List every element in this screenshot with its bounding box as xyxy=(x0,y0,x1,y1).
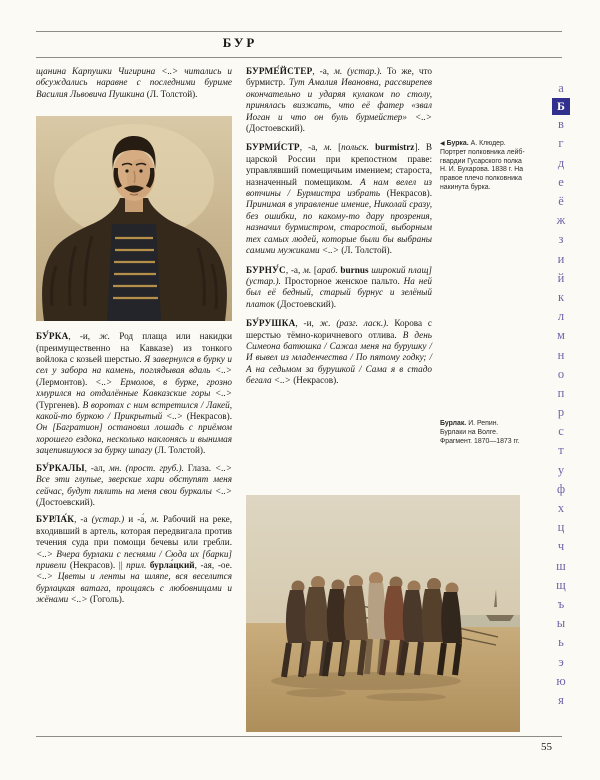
text-segment: (Лермонтов). xyxy=(36,376,96,387)
caption-body: А. Клюдер. Портрет полковника лейб-гвардии Гусарского полка Н. И. Бухарова. 1838 г. На правое плечо полковника накинута бурка. xyxy=(440,140,525,191)
entry-burlak xyxy=(36,514,232,605)
entry-burnus xyxy=(246,265,432,311)
alphabet-letter-й: й xyxy=(557,270,565,285)
text-segment: , -а xyxy=(74,514,92,525)
portrait-illustration xyxy=(36,116,232,321)
text-segment: [ xyxy=(313,264,317,275)
barge-haulers-illustration xyxy=(246,495,520,732)
page-number: 55 xyxy=(541,741,552,753)
text-segment: , -и, xyxy=(295,318,320,329)
right-text-column xyxy=(246,66,432,395)
text-segment: ]. В царской России при крепостном праве: управлявший помещичьим имением; староста, назначенный помещиком. xyxy=(246,142,433,187)
entry-burmistr xyxy=(246,142,432,256)
alphabet-letter-ё: ё xyxy=(558,194,564,209)
alphabet-letter-ц: ц xyxy=(557,520,565,535)
text-segment: щанина Карпушки Чигирина <..> читались и обсуждались наравне с последними буриме Василия Львовича Пушкина xyxy=(36,66,232,99)
text-segment: (устар.) xyxy=(91,514,129,525)
headword: БУРМИ́СТР xyxy=(246,142,300,153)
alphabet-letter-ю: ю xyxy=(556,673,566,688)
entry-burmeister xyxy=(246,66,432,134)
alphabet-letter-а: а xyxy=(558,81,564,96)
barge-haulers-painting xyxy=(246,495,520,732)
alphabet-letter-ж: ж xyxy=(556,213,566,228)
running-head: БУР xyxy=(222,35,258,50)
text-segment: Принимая в управление имение, Николай сразу, без ошибки, по какому-то дару прозрения, назначил бурмистром, старостой, выборным тех самых людей, которые были бы выбраны самими мужиками <..> xyxy=(246,199,432,256)
alphabet-letter-р: р xyxy=(557,405,565,420)
portrait-image-burka xyxy=(36,116,232,321)
caption-lead: Бурлак. xyxy=(440,420,467,427)
alphabet-letter-ъ: ъ xyxy=(557,596,565,611)
alphabet-index xyxy=(549,79,573,710)
text-segment: польск. xyxy=(341,142,376,153)
text-segment: (Достоевский). xyxy=(36,496,95,507)
text-segment: , -ал, xyxy=(84,462,109,473)
text-segment: (Достоевский). xyxy=(246,123,305,134)
text-segment: Просторное женское пальто. xyxy=(284,275,404,286)
text-segment: , -и, xyxy=(68,331,100,342)
text-segment: (Гоголь). xyxy=(89,594,125,605)
text-segment: <..> Вчера бурлаки с песнями / Сюда их [барки] привели xyxy=(36,548,232,570)
caption-body: И. Репин. Бурлаки на Волге. Фрагмент. 1870—1873 гг. xyxy=(440,420,520,445)
left-pointer-icon: ◀ xyxy=(440,141,445,147)
text-segment: <..> Все эти глупые, зверские хари обступят меня сейчас, будут пялить на меня свои буркалы <..> xyxy=(36,462,232,496)
text-segment: , -а, xyxy=(285,264,304,275)
text-segment: (Некрасов). xyxy=(386,188,432,199)
text-segment: А нам велел из вотчины / Бурмистра избрать xyxy=(246,176,432,199)
headword: БУ́РУШКА xyxy=(246,318,296,329)
text-segment: м. xyxy=(323,142,339,153)
alphabet-letter-ь: ь xyxy=(558,635,564,650)
left-text-column xyxy=(36,66,232,612)
text-segment: Корова с шерстью тёмно-коричневого отлива. xyxy=(246,318,433,340)
alphabet-letter-г: г xyxy=(558,136,564,151)
text-segment: (Л. Толстой). xyxy=(154,445,206,456)
headword: БУ́РКАЛЫ xyxy=(36,462,85,473)
entry-burushka xyxy=(246,318,432,386)
alphabet-letter-и: и xyxy=(557,251,565,266)
text-segment: [ xyxy=(338,142,342,153)
text-segment: , -а, xyxy=(312,66,335,76)
text-segment: ж. (разг. ласк.). xyxy=(319,318,395,329)
headword: БУРЛА́К xyxy=(36,514,75,525)
text-segment: То же, что бурмистр. xyxy=(246,66,432,88)
text-segment: Я завернулся в бурку и сел у забора на камень, поглядывая вдаль <..> xyxy=(36,354,232,376)
alphabet-letter-б: Б xyxy=(552,98,570,115)
text-segment: м. xyxy=(303,264,314,275)
text-segment: (Л. Толстой). xyxy=(146,88,198,99)
alphabet-letter-п: п xyxy=(557,385,565,400)
alphabet-letter-м: м xyxy=(557,328,565,343)
caption-burka-portrait xyxy=(440,140,526,193)
alphabet-letter-щ: щ xyxy=(556,577,566,592)
text-segment: Глаза. xyxy=(187,462,215,473)
alphabet-letter-з: з xyxy=(558,232,564,247)
text-segment: широкий плащ] (устар.). xyxy=(246,264,432,286)
text-segment: burnus xyxy=(340,264,369,275)
text-segment: <..> Цветы и ленты на шляпе, вся веселится бурлацкая ватага, прощаясь с любовницами и жёнами <..> xyxy=(36,571,232,605)
alphabet-letter-ы: ы xyxy=(556,616,566,631)
alphabet-letter-у: у xyxy=(557,462,565,477)
alphabet-letter-е: е xyxy=(558,174,564,189)
alphabet-letter-в: в xyxy=(558,117,564,132)
text-segment: Рабочий на реке, входивший в артель, которая передвигала против течения суда при помощи бечевы или гребли. xyxy=(36,514,233,548)
headword: БУ́РКА xyxy=(36,331,69,342)
caption-lead: Бурка. xyxy=(446,140,469,147)
text-segment: На ней был её бедный, старый бурнус и зелёный платок xyxy=(246,275,432,309)
continuation-paragraph xyxy=(36,66,232,100)
header-rule-bottom xyxy=(36,57,562,58)
alphabet-letter-э: э xyxy=(558,654,564,669)
text-segment: мн. (прост. груб.). xyxy=(108,462,188,473)
text-segment: Тут Амалия Ивановна, рассвирепев окончательно и ударяя кулаком по столу, принялась визжать, что её фатер «звал Иоган и что он буль бурмейстер» <..> xyxy=(246,77,432,122)
text-segment: ж. xyxy=(99,331,120,342)
alphabet-letter-л: л xyxy=(557,309,565,324)
text-segment: Род плаща или накидки (преимущественно на Кавказе) из тонкого войлока с козьей шерстью. xyxy=(36,331,233,365)
headword: БУРМЕ́ЙСТЕР xyxy=(246,66,313,76)
text-segment: араб. xyxy=(316,264,341,275)
text-segment: (Тургенев). xyxy=(36,399,83,410)
text-segment: В воротах с ним встретился / Лакей, какой-то буркою / Прикрытый <..> xyxy=(36,399,232,422)
text-segment: В день Симеона батюшка / Сажал меня на бурушку / И вывел из младенчества / По пятому годку; / А на седьмом за бурушкой / Сама я в стадо бегала <..> xyxy=(246,329,432,386)
footer-rule xyxy=(36,736,562,737)
caption-burlak-painting xyxy=(440,420,526,446)
alphabet-letter-с: с xyxy=(558,424,564,439)
alphabet-letter-ч: ч xyxy=(557,539,565,554)
alphabet-letter-ф: ф xyxy=(556,481,566,496)
text-segment: (Л. Толстой). xyxy=(341,245,392,256)
text-segment: Он [Багратион] остановил лошадь с приёмом хорошего ездока, несколько наклонясь и вынимая зацепившуюся за бурку шпагу xyxy=(36,422,232,456)
text-segment: м. (устар.). xyxy=(334,66,387,76)
alphabet-letter-к: к xyxy=(557,289,565,304)
alphabet-letter-о: о xyxy=(557,366,565,381)
text-segment: прил. xyxy=(126,559,150,570)
text-segment: м. xyxy=(150,514,163,525)
text-segment: бурла́цкий xyxy=(149,559,195,570)
alphabet-letter-х: х xyxy=(557,501,565,516)
header-rule-top xyxy=(36,31,562,32)
alphabet-letter-д: д xyxy=(557,155,565,170)
text-segment: (Некрасов). || xyxy=(69,559,127,570)
text-segment: , -а, xyxy=(299,142,324,153)
headword: БУРНУ́С xyxy=(246,264,286,275)
alphabet-letter-я: я xyxy=(558,692,564,707)
left-entries xyxy=(36,331,232,605)
text-segment: (Некрасов). xyxy=(186,411,232,422)
entry-burka xyxy=(36,331,232,456)
text-segment: (Некрасов). xyxy=(293,375,339,386)
alphabet-letter-т: т xyxy=(558,443,564,458)
right-entries xyxy=(246,66,432,387)
entry-burkaly xyxy=(36,463,232,509)
text-segment: <..> Ермолов, в бурке, грозно хмурился на отдалённые Кавказские горы <..> xyxy=(36,376,232,399)
alphabet-letter-н: н xyxy=(557,347,565,362)
text-segment: burmistrz xyxy=(375,142,415,153)
alphabet-letter-ш: ш xyxy=(556,558,566,573)
text-segment: и -а́, xyxy=(128,514,151,525)
text-segment: (Достоевский). xyxy=(277,298,337,309)
text-segment: , -ая, -ое. xyxy=(194,559,232,570)
